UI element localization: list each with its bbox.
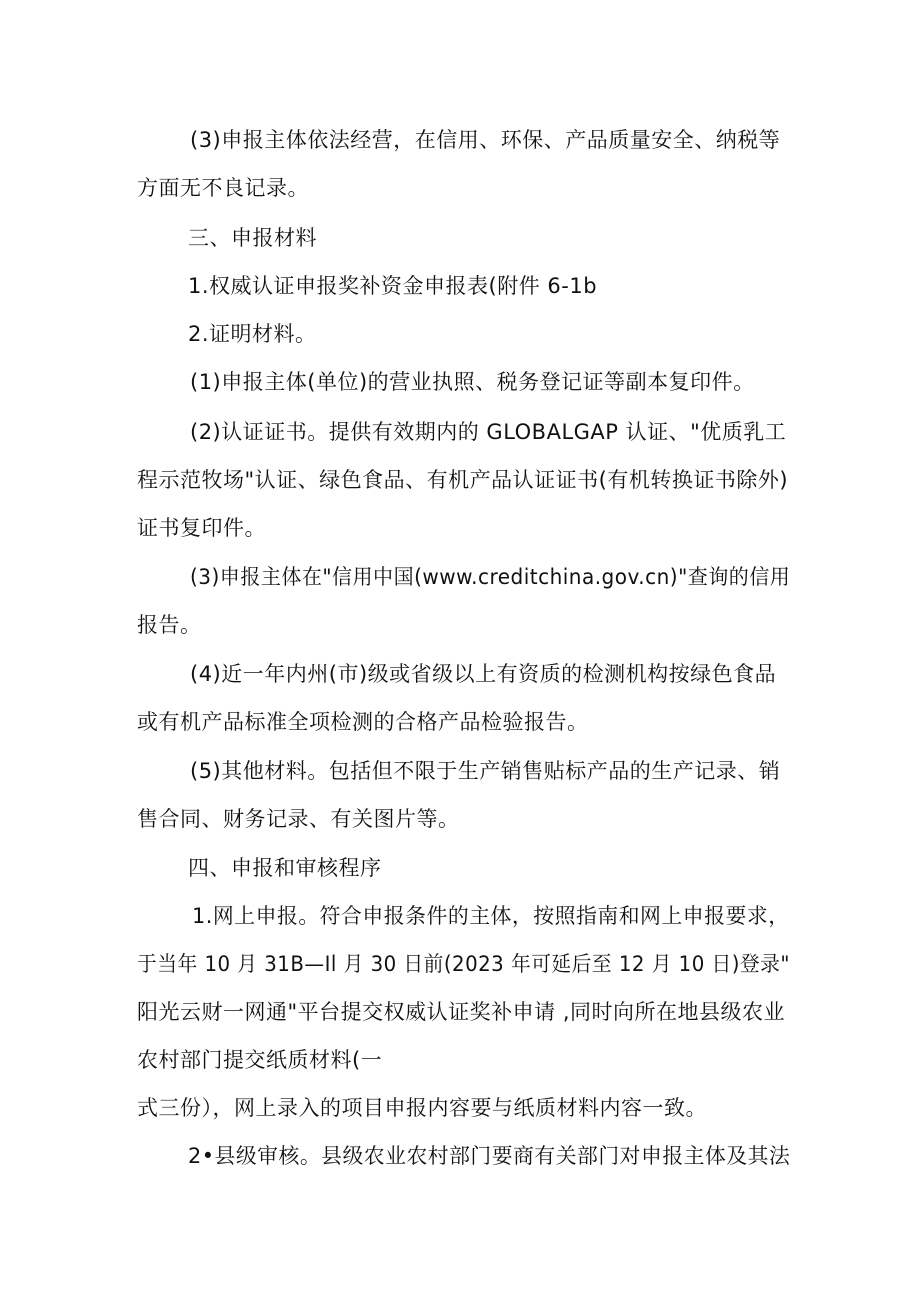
text-line: 报告。 (137, 613, 202, 637)
text-line: (1)申报主体(单位)的营业执照、税务登记证等副本复印件。 (190, 370, 755, 394)
text-line: 阳光云财一网通"平台提交权威认证奖补申请 ,同时向所在地县级农业 (137, 1000, 786, 1024)
text-line: 证书复印件。 (137, 516, 266, 540)
text-line: (3)申报主体依法经营，在信用、环保、产品质量安全、纳税等 (190, 128, 781, 152)
text-line: 1.权威认证申报奖补资金申报表(附件 6-1b (188, 274, 598, 298)
text-line: 式三份），网上录入的项目申报内容要与纸质材料内容一致。 (137, 1096, 707, 1120)
text-line: (5)其他材料。包括但不限于生产销售贴标产品的生产记录、销 (190, 759, 781, 783)
text-line: 2•县级审核。县级农业农村部门要商有关部门对申报主体及其法 (188, 1144, 791, 1168)
text-line: 1.网上申报。符合申报条件的主体，按照指南和网上申报要求， (192, 904, 790, 928)
text-line: 农村部门提交纸质材料(一 (137, 1048, 383, 1072)
section-heading: 三、申报材料 (188, 226, 317, 250)
text-line: (3)申报主体在"信用中国(www.creditchina.gov.cn)"查询的信用 (190, 565, 791, 589)
text-line: 于当年 10 月 31B—Il 月 30 日前(2023 年可延后至 12 月 10 日)登录" (137, 952, 790, 976)
text-line: 售合同、财务记录、有关图片等。 (137, 807, 460, 831)
text-line: 方面无不良记录。 (137, 176, 309, 200)
section-heading: 四、申报和审核程序 (188, 856, 382, 880)
text-line: (2)认证证书。提供有效期内的 GLOBALGAP 认证、"优质乳工 (190, 420, 787, 444)
text-line: 2.证明材料。 (188, 322, 317, 346)
text-line: 程示范牧场"认证、绿色食品、有机产品认证证书(有机转换证书除外) (137, 468, 789, 492)
text-line: 或有机产品标准全项检测的合格产品检验报告。 (137, 710, 589, 734)
text-line: (4)近一年内州(市)级或省级以上有资质的检测机构按绿色食品 (190, 662, 777, 686)
